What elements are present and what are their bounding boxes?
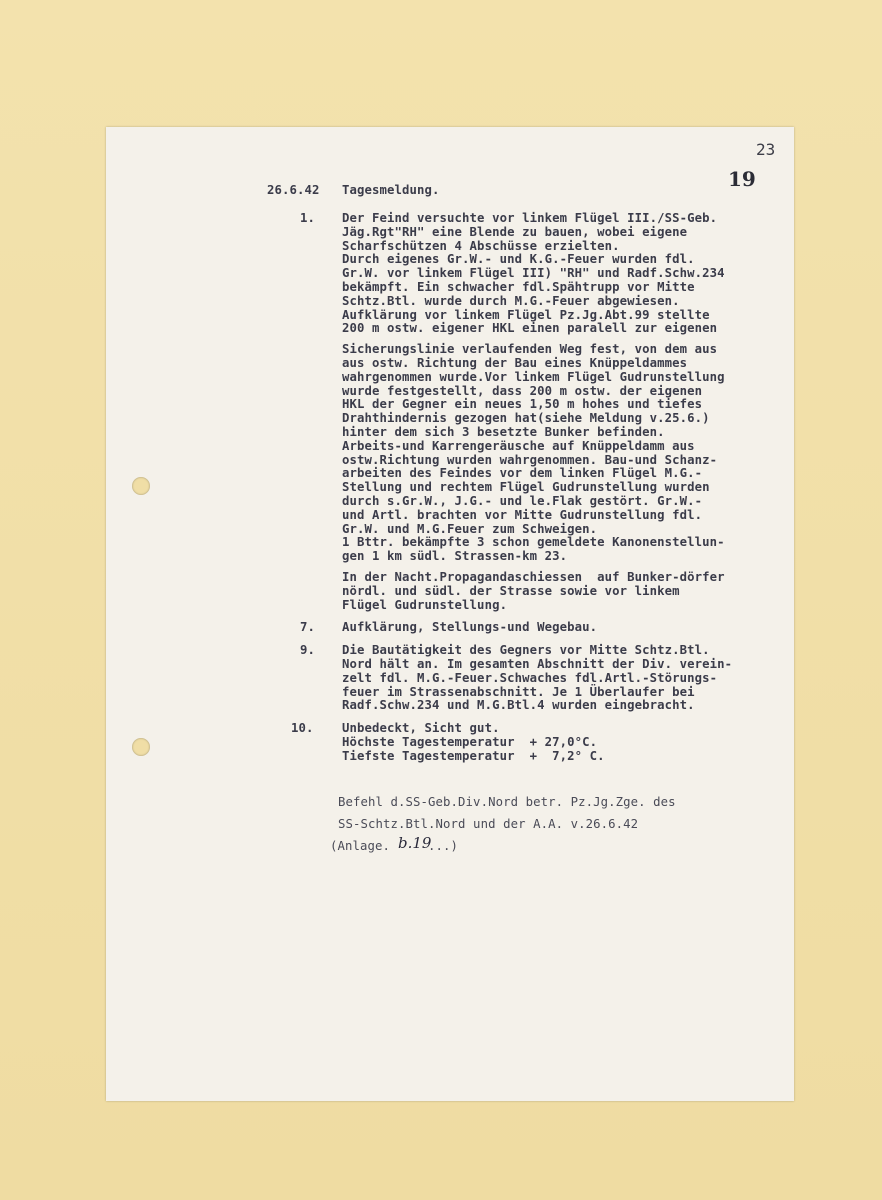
text-line: HKL der Gegner ein neues 1,50 m hohes und tiefes <box>342 397 703 412</box>
text-line: Drahthindernis gezogen hat(siehe Meldung v.25.6.) <box>342 411 710 426</box>
text-line: Höchste Tagestemperatur + 27,0°C. <box>342 735 598 749</box>
text-line: Gr.W. und M.G.Feuer zum Schweigen. <box>342 521 598 536</box>
annex-suffix: ...) <box>428 839 459 853</box>
page-number-stamp: 19 <box>728 167 756 191</box>
text-line: Stellung und rechtem Flügel Gudrunstellung wurden <box>342 480 710 495</box>
text-line: 200 m ostw. eigener HKL einen paralell zur eigenen <box>342 321 718 336</box>
item-number: 7. <box>300 620 316 635</box>
punch-hole-upper <box>132 477 150 495</box>
text-line: feuer im Strassenabschnitt. Je 1 Überlaufer bei <box>342 684 695 699</box>
text-line: 1 Bttr. bekämpfte 3 schon gemeldete Kanonenstellun- <box>342 535 725 550</box>
text-line: arbeiten des Feindes vor dem linken Flügel M.G.- <box>342 466 703 481</box>
footer-line-2: SS-Schtz.Btl.Nord und der A.A. v.26.6.42 <box>338 817 639 831</box>
item-number: 9. <box>300 643 316 658</box>
annex-handwritten-number: b.19 <box>398 834 432 852</box>
text-line: Schtz.Btl. wurde durch M.G.-Feuer abgewiesen. <box>342 293 680 308</box>
item-number: 1. <box>300 211 316 225</box>
text-line: nördl. und südl. der Strasse sowie vor linkem <box>342 583 680 598</box>
text-line: Radf.Schw.234 und M.G.Btl.4 wurden eingebracht. <box>342 698 695 713</box>
text-line: hinter dem sich 3 besetzte Bunker befinden. <box>342 425 665 439</box>
text-line: Scharfschützen 4 Abschüsse erzielten. <box>342 238 620 253</box>
text-line: Arbeits-und Karrengeräusche auf Knüppeldamm aus <box>342 438 695 453</box>
text-line: Unbedeckt, Sicht gut. <box>342 721 500 736</box>
item-number: 10. <box>291 721 314 736</box>
text-line: Der Feind versuchte vor linkem Flügel III./SS-Geb. <box>342 211 718 225</box>
text-line: Die Bautätigkeit des Gegners vor Mitte Schtz.Btl. <box>342 643 710 658</box>
text-line: Tiefste Tagestemperatur + 7,2° C. <box>342 748 605 763</box>
document-sheet <box>106 127 794 1101</box>
text-line: wurde festgestellt, dass 200 m ostw. der eigenen <box>342 383 703 398</box>
text-line: Jäg.Rgt"RH" eine Blende zu bauen, wobei eigene <box>342 224 688 239</box>
text-line: wahrgenommen wurde.Vor linkem Flügel Gudrunstellung <box>342 369 725 384</box>
text-line: gen 1 km südl. Strassen-km 23. <box>342 549 568 564</box>
text-line: durch s.Gr.W., J.G.- und le.Flak gestört. Gr.W.- <box>342 494 703 508</box>
report-date: 26.6.42 <box>267 183 320 197</box>
page-number-typed: 23 <box>756 140 776 159</box>
punch-hole-lower <box>132 738 150 756</box>
text-line: bekämpft. Ein schwacher fdl.Spähtrupp vor Mitte <box>342 280 695 294</box>
text-line: Flügel Gudrunstellung. <box>342 597 508 612</box>
text-line: ostw.Richtung wurden wahrgenommen. Bau-und Schanz- <box>342 452 718 467</box>
text-line: In der Nacht.Propagandaschiessen auf Bunker-dörfer <box>342 570 725 584</box>
text-line: aus ostw. Richtung der Bau eines Knüppeldammes <box>342 356 688 370</box>
text-line: Sicherungslinie verlaufenden Weg fest, von dem aus <box>342 342 718 357</box>
footer-line-1: Befehl d.SS-Geb.Div.Nord betr. Pz.Jg.Zge. des <box>338 795 676 809</box>
annex-prefix: (Anlage. <box>330 839 391 853</box>
text-line: Durch eigenes Gr.W.- und K.G.-Feuer wurden fdl. <box>342 252 695 267</box>
report-heading: Tagesmeldung. <box>342 183 440 197</box>
text-line: zelt fdl. M.G.-Feuer.Schwaches fdl.Artl.-Störungs- <box>342 670 718 685</box>
text-line: Nord hält an. Im gesamten Abschnitt der Div. verein- <box>342 657 733 671</box>
text-line: Aufklärung vor linkem Flügel Pz.Jg.Abt.99 stellte <box>342 307 710 322</box>
text-line: und Artl. brachten vor Mitte Gudrunstellung fdl. <box>342 507 703 522</box>
text-line: Aufklärung, Stellungs-und Wegebau. <box>342 620 598 635</box>
text-line: Gr.W. vor linkem Flügel III) "RH" und Radf.Schw.234 <box>342 266 725 281</box>
